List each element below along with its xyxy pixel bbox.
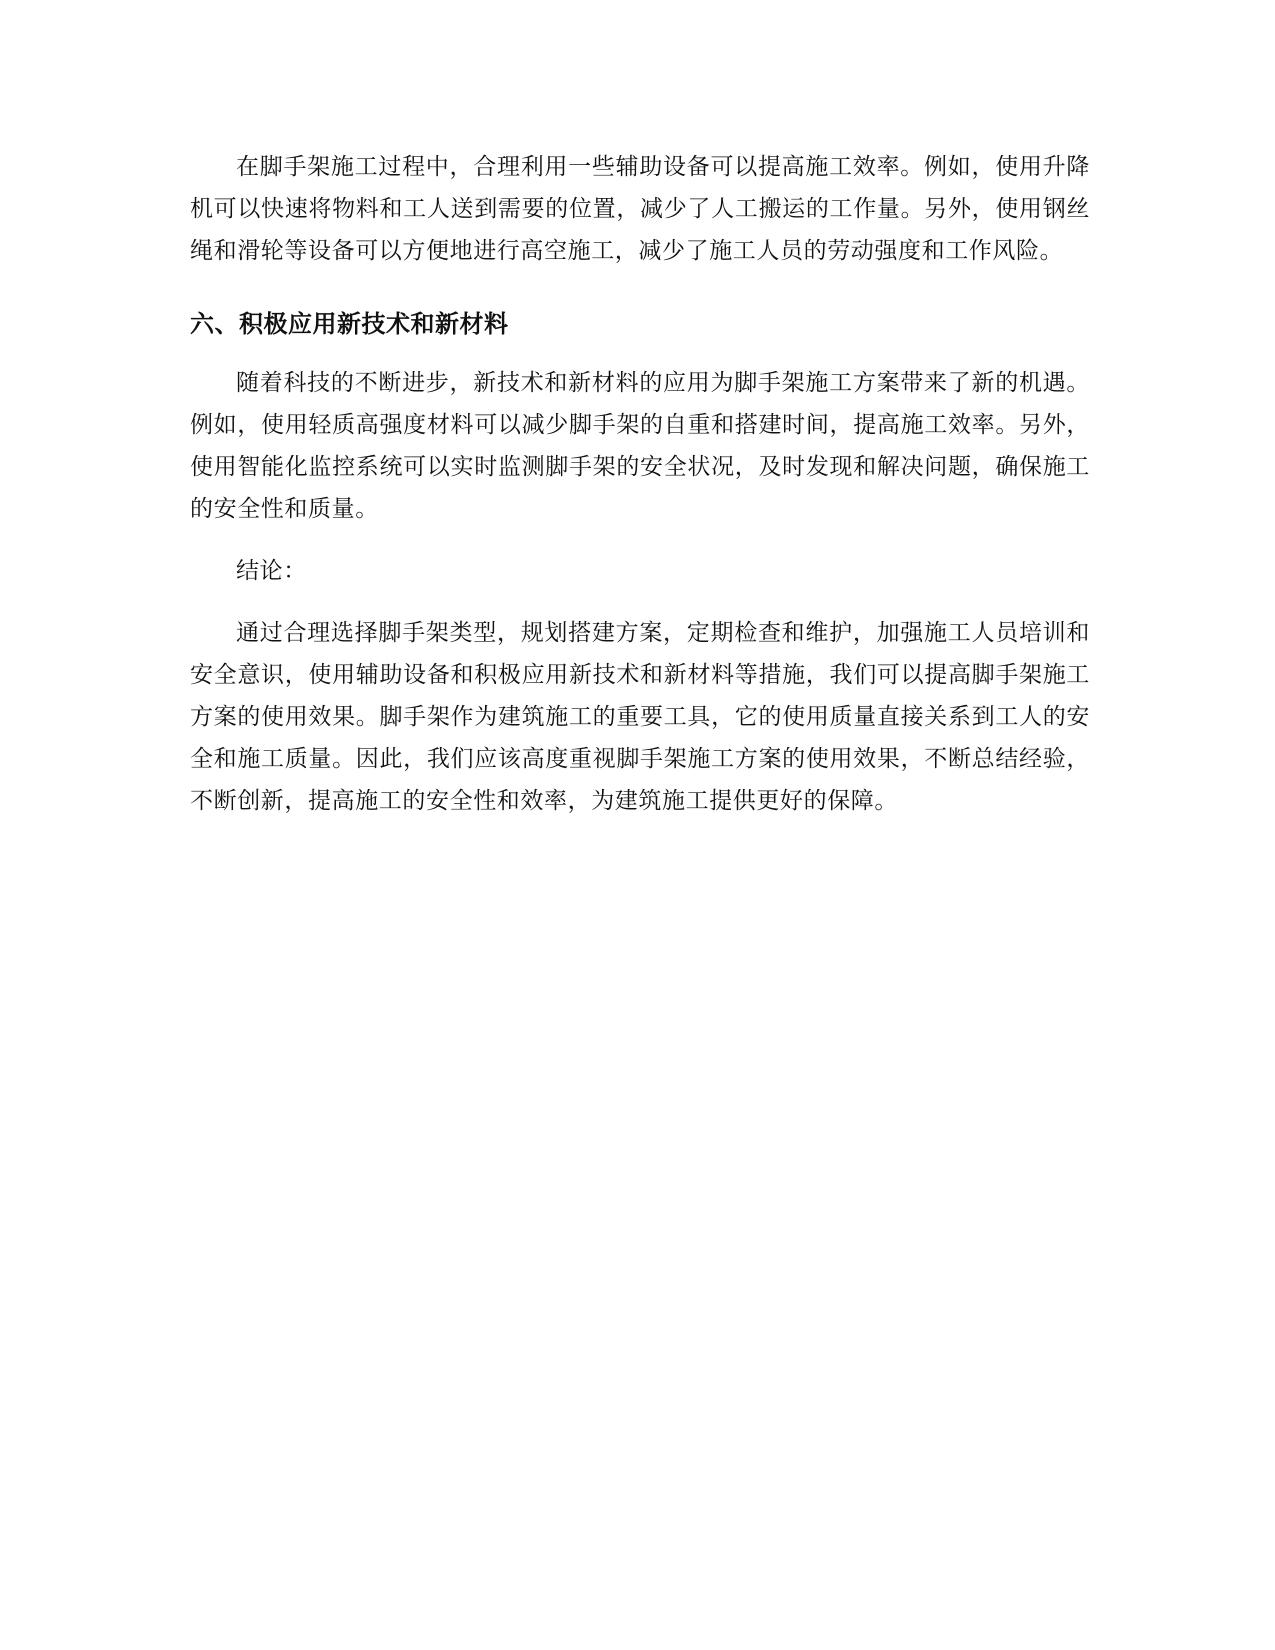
section-heading-new-technology: 六、积极应用新技术和新材料: [190, 310, 509, 338]
paragraph-new-technology: 随着科技的不断进步，新技术和新材料的应用为脚手架施工方案带来了新的机遇。例如，使用轻质高强度材料可以减少脚手架的自重和搭建时间，提高施工效率。另外，使用智能化监控系统可以实时监测脚手架的安全状况，及时发现和解决问题，确保施工的安全性和质量。: [190, 370, 1090, 522]
document-page: [190, 146, 1090, 822]
conclusion-label: 结论：: [236, 558, 307, 584]
paragraph-conclusion: 通过合理选择脚手架类型，规划搭建方案，定期检查和维护，加强施工人员培训和安全意识，使用辅助设备和积极应用新技术和新材料等措施，我们可以提高脚手架施工方案的使用效果。脚手架作为建筑施工的重要工具，它的使用质量直接关系到工人的安全和施工质量。因此，我们应该高度重视脚手架施工方案的使用效果，不断总结经验，不断创新，提高施工的安全性和效率，为建筑施工提供更好的保障。: [190, 620, 1090, 814]
paragraph-auxiliary-equipment: 在脚手架施工过程中，合理利用一些辅助设备可以提高施工效率。例如，使用升降机可以快速将物料和工人送到需要的位置，减少了人工搬运的工作量。另外，使用钢丝绳和滑轮等设备可以方便地进行高空施工，减少了施工人员的劳动强度和工作风险。: [190, 154, 1090, 264]
